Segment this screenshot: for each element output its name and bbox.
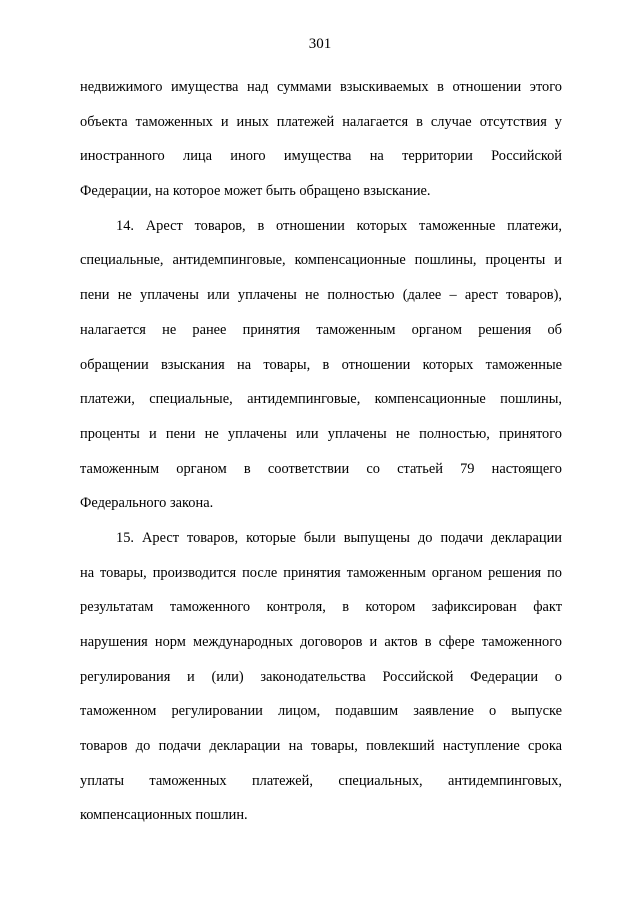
text-line: таможенном регулировании лицом, подавшим заявление о выпуске bbox=[80, 703, 562, 720]
text-line: пени не уплачены или уплачены не полностью (далее – арест товаров), bbox=[80, 287, 562, 304]
text-line: результатам таможенного контроля, в котором зафиксирован факт bbox=[80, 599, 562, 616]
page-number: 301 bbox=[308, 36, 332, 52]
text-line: товаров до подачи декларации на товары, повлекший наступление срока bbox=[80, 738, 562, 755]
text-line: платежи, специальные, антидемпинговые, компенсационные пошлины, bbox=[80, 391, 562, 408]
text-line: объекта таможенных и иных платежей налагается в случае отсутствия у bbox=[80, 113, 562, 130]
text-line: проценты и пени не уплачены или уплачены не полностью, принятого bbox=[80, 425, 562, 442]
text-line: Федерального закона. bbox=[80, 495, 214, 512]
text-line: таможенным органом в соответствии со статьей 79 настоящего bbox=[80, 460, 562, 477]
text-line: обращении взыскания на товары, в отношении которых таможенные bbox=[80, 356, 562, 373]
paragraph-item-14 bbox=[80, 209, 562, 521]
text-line: регулирования и (или) законодательства Российской Федерации о bbox=[80, 668, 562, 685]
text-line: недвижимого имущества над суммами взыскиваемых в отношении этого bbox=[80, 79, 562, 95]
page-body bbox=[80, 70, 562, 833]
text-line: нарушения норм международных договоров и актов в сфере таможенного bbox=[80, 634, 562, 650]
text-line: специальные, антидемпинговые, компенсационные пошлины, проценты и bbox=[80, 252, 562, 269]
text-line: Федерации, на которое может быть обращено взыскание. bbox=[80, 183, 431, 200]
text-line: налагается не ранее принятия таможенным органом решения об bbox=[80, 321, 562, 338]
text-line: компенсационных пошлин. bbox=[80, 807, 248, 824]
paragraph-item-15 bbox=[80, 521, 562, 833]
paragraph-continuation bbox=[80, 70, 562, 209]
text-line: на товары, производится после принятия таможенным органом решения по bbox=[80, 564, 562, 581]
text-line: иностранного лица иного имущества на территории Российской bbox=[80, 148, 562, 165]
text-line: 14. Арест товаров, в отношении которых таможенные платежи, bbox=[116, 217, 562, 234]
text-line: уплаты таможенных платежей, специальных, антидемпинговых, bbox=[80, 772, 562, 789]
text-line: 15. Арест товаров, которые были выпущены до подачи декларации bbox=[116, 529, 562, 546]
